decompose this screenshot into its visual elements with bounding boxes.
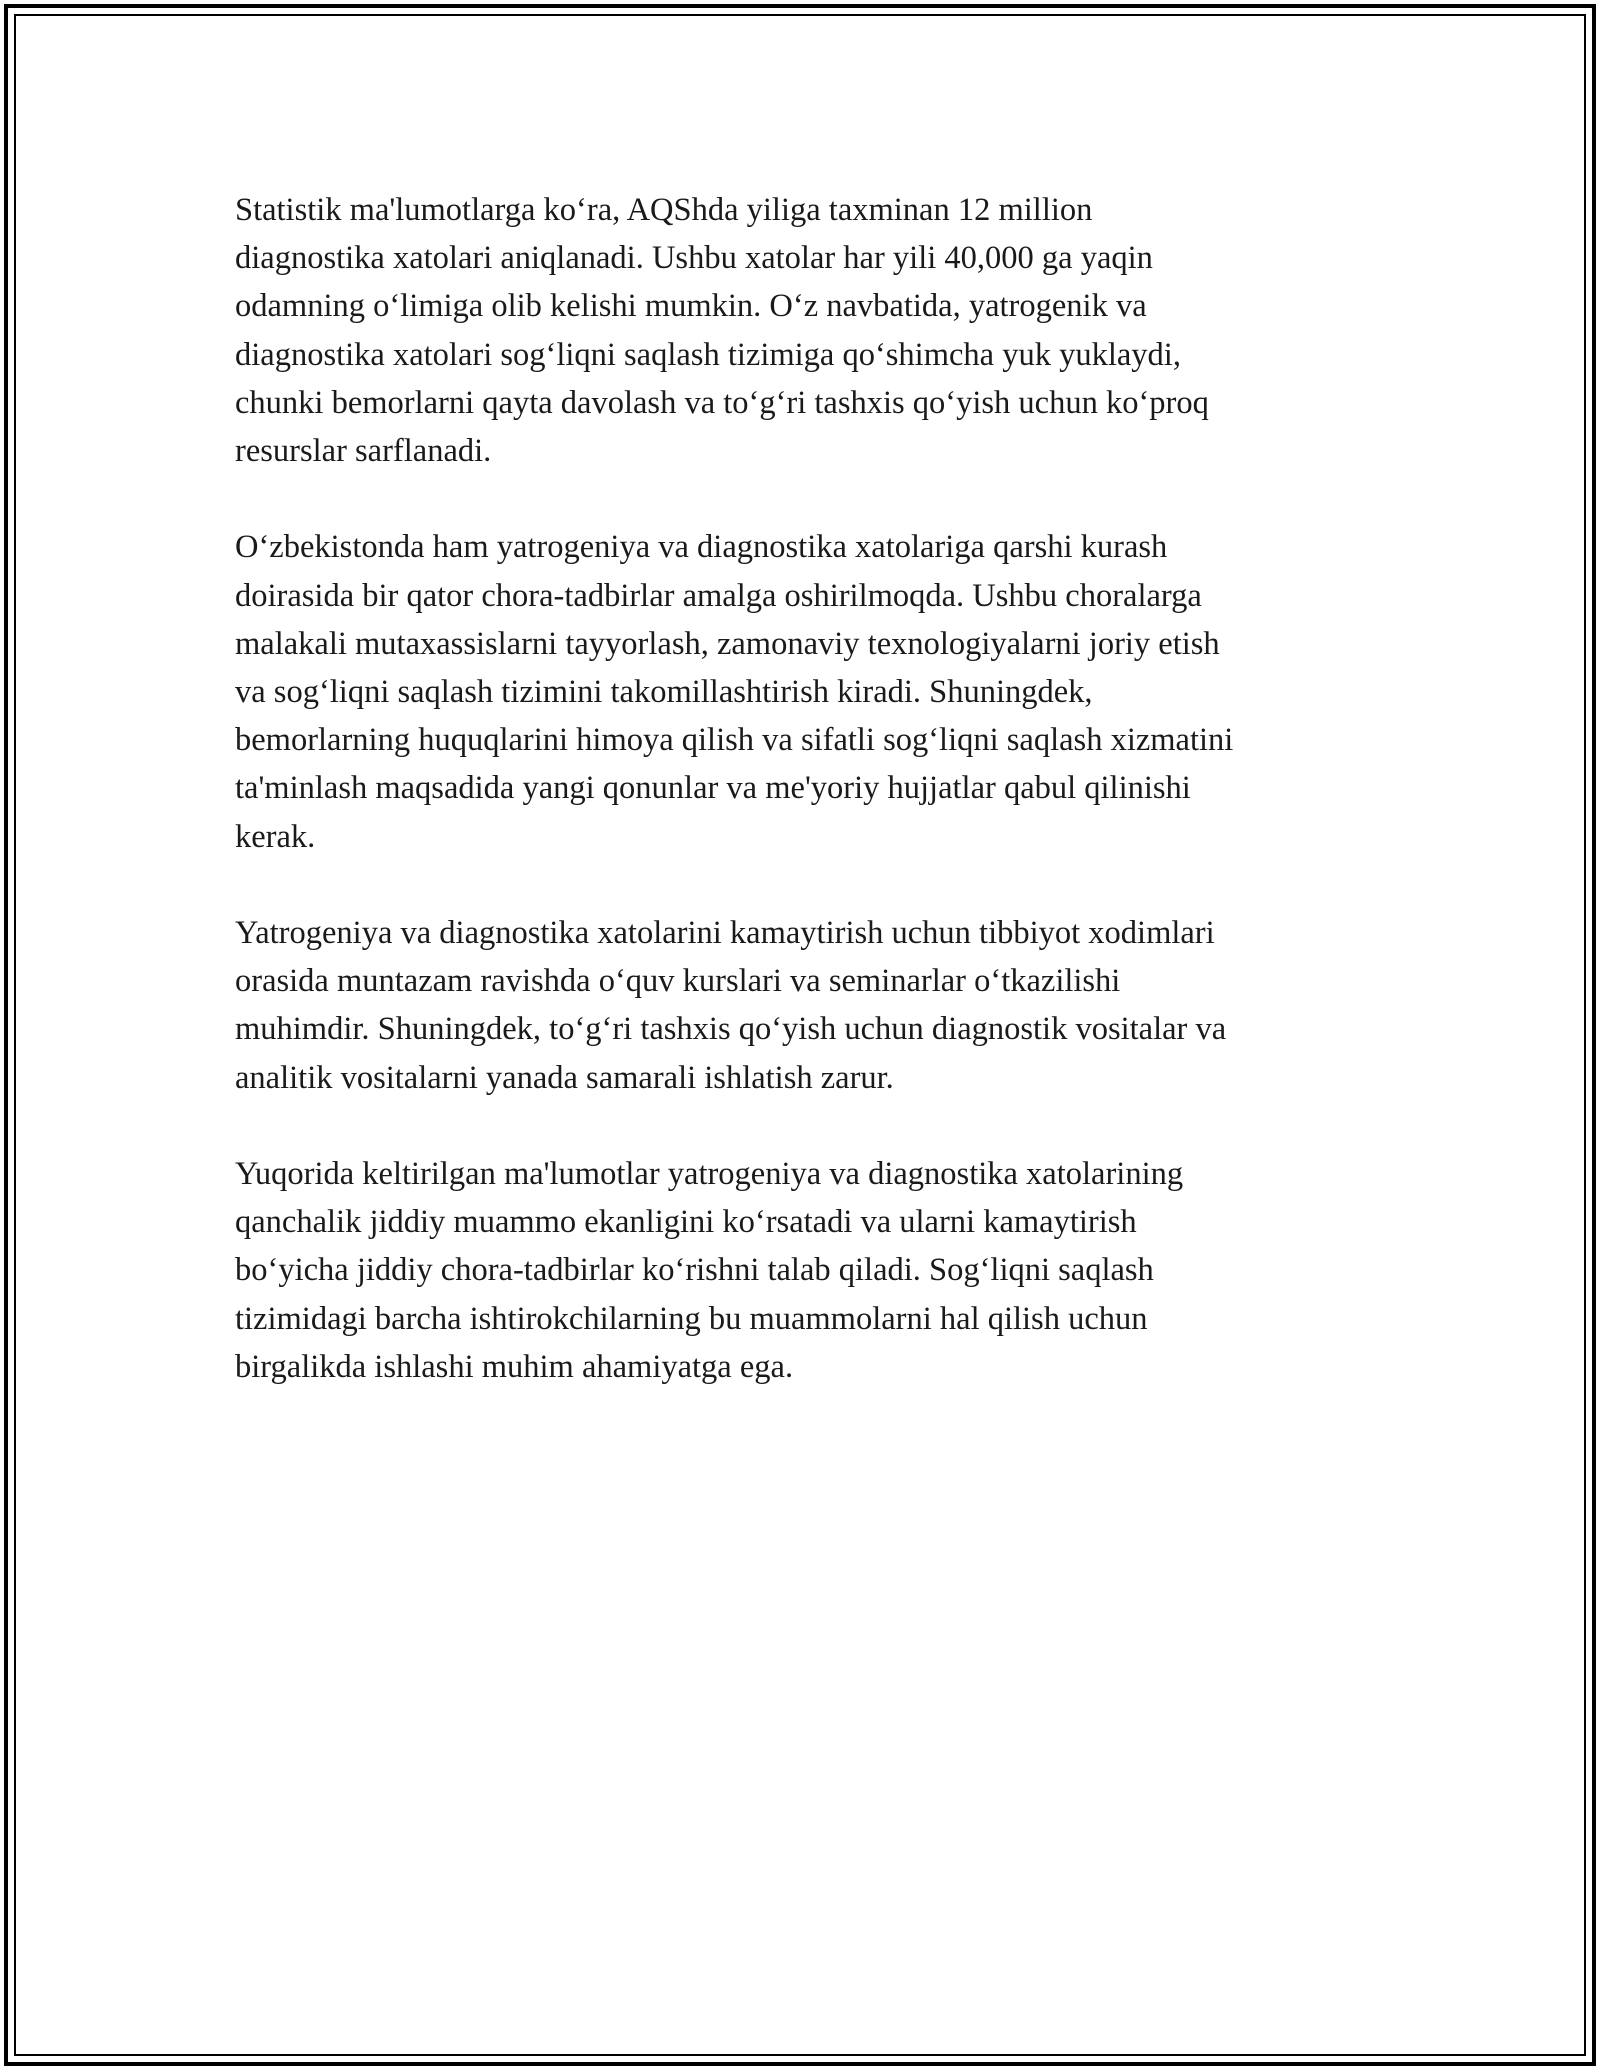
document-body — [235, 186, 1375, 1439]
paragraph-2: Oʻzbekistonda ham yatrogeniya va diagnostika xatolariga qarshi kurash doirasida bir qator chora-tadbirlar amalga oshirilmoqda. Ushbu choralarga malakali mutaxassislarni tayyorlash, zamonaviy texnologiyalarni joriy etish va sogʻliqni saqlash tizimini takomillashtirish kiradi. Shuningdek, bemorlarning huquqlarini himoya qilish va sifatli sogʻliqni saqlash xizmatini ta'minlash maqsadida yangi qonunlar va me'yoriy hujjatlar qabul qilinishi kerak. — [235, 529, 1234, 855]
paragraph-1: Statistik ma'lumotlarga koʻra, AQShda yiliga taxminan 12 million diagnostika xatolari aniqlanadi. Ushbu xatolar har yili 40,000 ga yaqin odamning oʻlimiga olib kelishi mumkin. Oʻz navbatida, yatrogenik va diagnostika xatolari sogʻliqni saqlash tizimiga qoʻshimcha yuk yuklaydi, chunki bemorlarni qayta davolash va toʻgʻri tashxis qoʻyish uchun koʻproq resurslar sarflanadi. — [235, 192, 1209, 470]
paragraph-3: Yatrogeniya va diagnostika xatolarini kamaytirish uchun tibbiyot xodimlari orasida muntazam ravishda oʻquv kurslari va seminarlar oʻtkazilishi muhimdir. Shuningdek, toʻgʻri tashxis qoʻyish uchun diagnostik vositalar va analitik vositalarni yanada samarali ishlatish zarur. — [235, 915, 1227, 1096]
paragraph-4: Yuqorida keltirilgan ma'lumotlar yatrogeniya va diagnostika xatolarining qanchalik jiddiy muammo ekanligini koʻrsatadi va ularni kamaytirish boʻyicha jiddiy chora-tadbirlar koʻrishni talab qiladi. Sogʻliqni saqlash tizimidagi barcha ishtirokchilarning bu muammolarni hal qilish uchun birgalikda ishlashi muhim ahamiyatga ega. — [235, 1156, 1184, 1385]
